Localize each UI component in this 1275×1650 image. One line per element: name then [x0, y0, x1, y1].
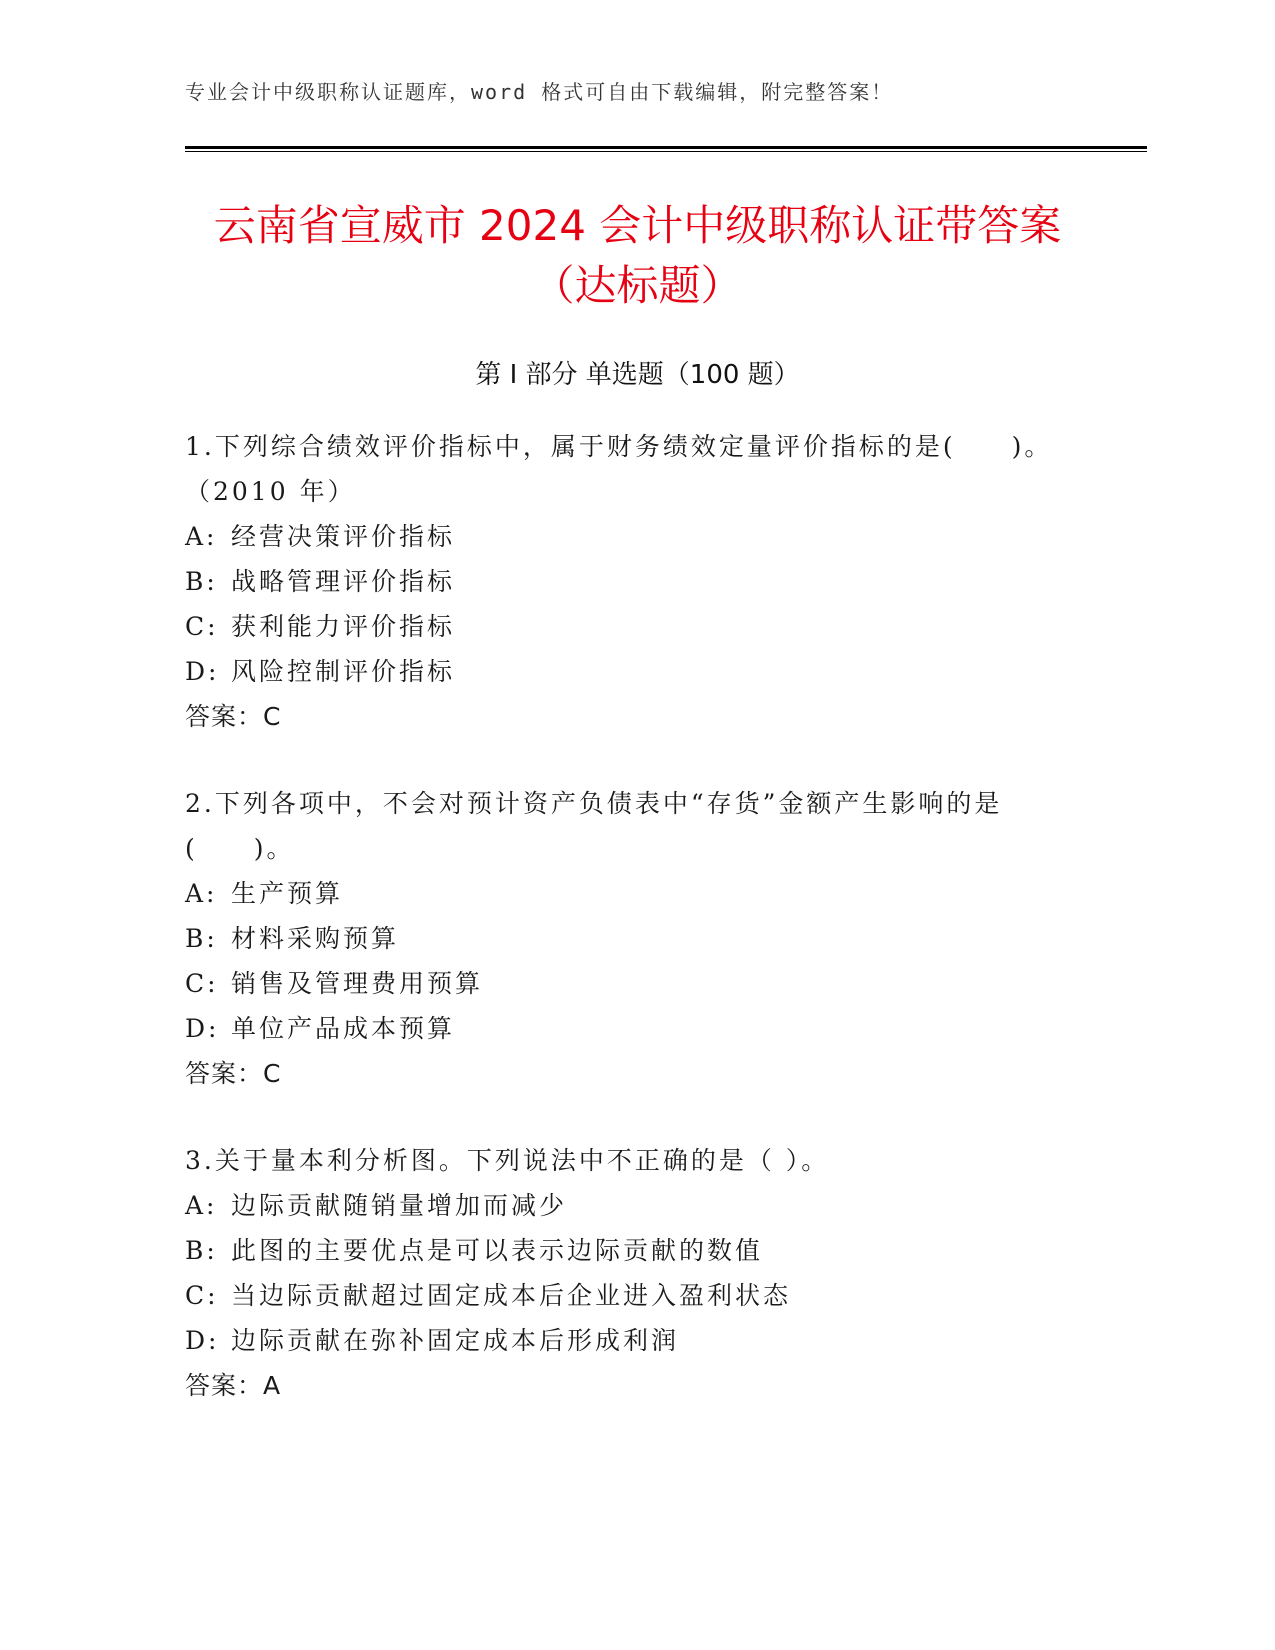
- header-divider-thin: [185, 151, 1147, 152]
- option-d: [185, 1006, 1065, 1051]
- option-text: 销售及管理费用预算: [231, 969, 484, 998]
- option-text: 生产预算: [231, 879, 344, 908]
- header-divider-thick: [185, 146, 1147, 149]
- option-text: 当边际贡献超过固定成本后企业进入盈利状态: [231, 1281, 792, 1310]
- option-letter: A:: [185, 879, 218, 908]
- option-c: [185, 961, 1065, 1006]
- option-text: 此图的主要优点是可以表示边际贡献的数值: [231, 1236, 764, 1265]
- option-b: [185, 916, 1065, 961]
- option-letter: A:: [185, 1191, 218, 1220]
- header-note: 专业会计中级职称认证题库，word 格式可自由下载编辑，附完整答案！: [185, 80, 894, 104]
- option-a: [185, 1183, 1065, 1228]
- title-line-1: 云南省宣威市 2024 会计中级职称认证带答案: [213, 201, 1062, 250]
- question-2: [185, 781, 1065, 1096]
- option-letter: C:: [185, 612, 219, 641]
- section-heading: 第 I 部分 单选题（100 题）: [475, 360, 800, 390]
- option-a: [185, 514, 1065, 559]
- answer: 答案：A: [185, 1371, 282, 1400]
- option-letter: D:: [185, 1014, 220, 1043]
- option-letter: A:: [185, 522, 218, 551]
- title-line-2: （达标题）: [532, 261, 743, 310]
- option-text: 获利能力评价指标: [231, 612, 456, 641]
- option-text: 材料采购预算: [231, 924, 400, 953]
- option-text: 战略管理评价指标: [231, 567, 456, 596]
- option-d: [185, 649, 1065, 694]
- option-letter: C:: [185, 1281, 219, 1310]
- question-stem: 1.下列综合绩效评价指标中，属于财务绩效定量评价指标的是( )。（2010 年）: [185, 432, 1053, 506]
- answer: 答案：C: [185, 1059, 282, 1088]
- option-letter: D:: [185, 657, 220, 686]
- question-stem: 3.关于量本利分析图。下列说法中不正确的是（ ）。: [185, 1146, 830, 1175]
- option-letter: B:: [185, 1236, 218, 1265]
- option-b: [185, 559, 1065, 604]
- option-text: 经营决策评价指标: [231, 522, 456, 551]
- option-text: 风险控制评价指标: [231, 657, 456, 686]
- question-1: [185, 424, 1065, 739]
- option-a: [185, 871, 1065, 916]
- option-d: [185, 1318, 1065, 1363]
- option-c: [185, 1273, 1065, 1318]
- option-text: 边际贡献在弥补固定成本后形成利润: [231, 1326, 680, 1355]
- answer: 答案：C: [185, 702, 282, 731]
- option-c: [185, 604, 1065, 649]
- question-stem: 2.下列各项中，不会对预计资产负债表中“存货”金额产生影响的是( )。: [185, 789, 1003, 863]
- option-letter: C:: [185, 969, 219, 998]
- option-letter: B:: [185, 567, 218, 596]
- option-b: [185, 1228, 1065, 1273]
- question-3: [185, 1138, 1065, 1408]
- option-text: 边际贡献随销量增加而减少: [231, 1191, 568, 1220]
- option-text: 单位产品成本预算: [231, 1014, 456, 1043]
- option-letter: D:: [185, 1326, 220, 1355]
- document-title: [150, 196, 1125, 316]
- option-letter: B:: [185, 924, 218, 953]
